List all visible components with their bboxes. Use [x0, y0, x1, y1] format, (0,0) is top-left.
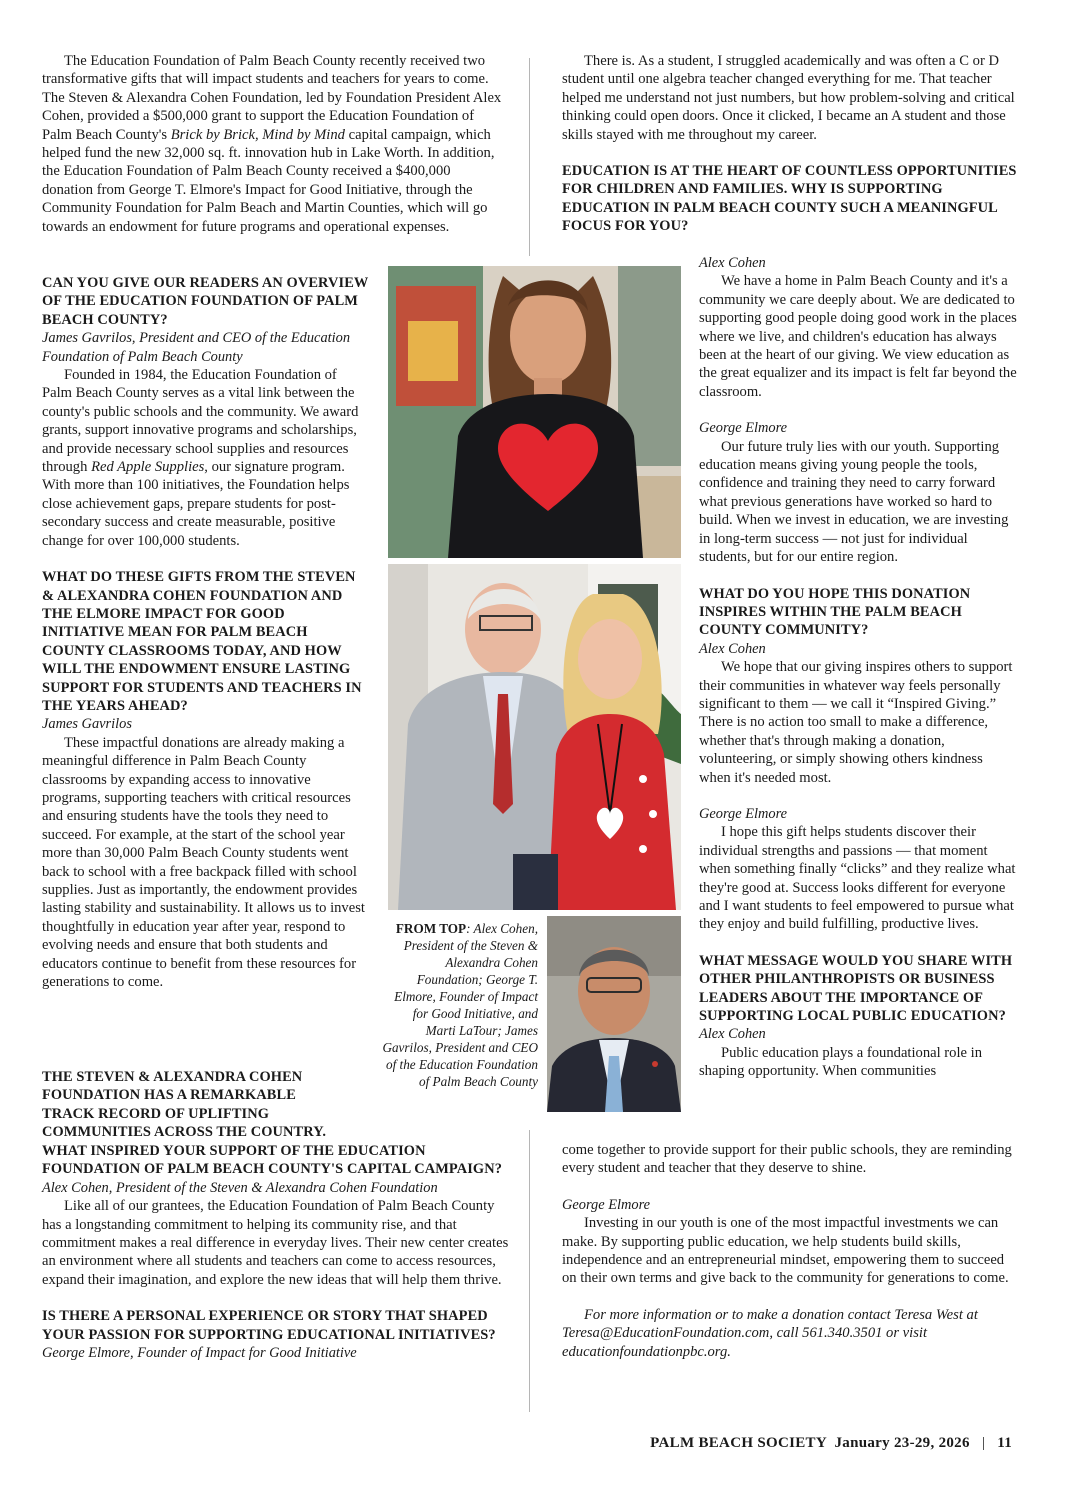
speaker-name: James Gavrilos, President and CEO of the Education Foundation of Palm Beach County — [42, 330, 351, 365]
answer-text: I hope this gift helps students discover their individual strengths and passions — that moment when something finally “clicks” and they realize what they're good at. Success looks different for everyone and I want students to feel empowered to pursue what they enjoy and build fulfilling, productive lives. — [699, 824, 1016, 933]
answer-text: Like all of our grantees, the Education Foundation of Palm Beach County has a longstanding commitment to helping its community rise, and that commitment makes a real difference in everyday lives. Their new center creates an environment where all students and teachers can come to access resources, expand their imagination, and explore the new ideas that will help them thrive. — [42, 1198, 509, 1288]
left-column — [42, 274, 370, 991]
right-column-bottom — [562, 1141, 1017, 1361]
column-divider-right — [529, 1130, 530, 1412]
answer-text: We hope that our giving inspires others to support their communities in whatever way feels personally significant to them — we call it “Inspired Giving.” There is no action too small to make a difference, whether that's through making a donation, volunteering, or simply showing others kindness when it's needed most. — [699, 659, 1013, 786]
question-heading: WHAT DO YOU HOPE THIS DONATION INSPIRES WITHIN THE PALM BEACH COUNTY COMMUNITY? — [699, 585, 971, 639]
publication-name: PALM BEACH SOCIETY — [650, 1435, 827, 1451]
caption-text: : Alex Cohen, President of the Steven & Alexandra Cohen Foundation; George T. Elmore, Founder of Impact for Good Initiative, and Marti LaTour; James Gavrilos, President and CEO of the Education Foundation of Palm Beach County — [382, 921, 538, 1089]
answer-text: There is. As a student, I struggled academically and was often a C or D student until one algebra teacher changed everything for me. That teacher helped me understand not just numbers, but how problem-solving and critical thinking could open doors. Once it clicked, I became an A student and those skills stayed with me throughout my career. — [562, 53, 1015, 143]
answer-text: come together to provide support for their public schools, they are reminding every student and teacher that they deserve to shine. — [562, 1142, 1012, 1177]
footer-separator: | — [981, 1435, 986, 1451]
question-heading: WHAT MESSAGE WOULD YOU SHARE WITH OTHER PHILANTHROPISTS OR BUSINESS LEADERS ABOUT THE IMPORTANCE OF SUPPORTING LOCAL PUBLIC EDUCATION? — [699, 952, 1013, 1025]
contact-info: For more information or to make a donation contact Teresa West at Teresa@EducationFoundation.com, call 561.340.3501 or visit educationfoundationpbc.org. — [562, 1306, 978, 1360]
photo-elmore-latour — [388, 564, 681, 910]
column-divider-left — [529, 58, 530, 256]
question-heading: WHAT DO THESE GIFTS FROM THE STEVEN & ALEXANDRA COHEN FOUNDATION AND THE ELMORE IMPACT FOR GOOD INITIATIVE MEAN FOR PALM BEACH COUNTY CLASSROOMS TODAY, AND HOW WILL THE ENDOWMENT ENSURE LASTING SUPPORT FOR STUDENTS AND TEACHERS IN THE YEARS AHEAD? — [42, 569, 362, 714]
photo-alex-cohen — [388, 266, 681, 558]
answer-text: Public education plays a foundational role in shaping opportunity. When communities — [699, 1044, 982, 1080]
answer-text: Our future truly lies with our youth. Supporting education means giving young people the tools, confidence and training they need to carry forward what previous generations have worked so hard to build. When we invest in education, we are investing in long-term success — not just for individual students, but for our entire region. — [699, 438, 1009, 566]
page-footer — [650, 1435, 1012, 1452]
speaker-name: George Elmore — [562, 1196, 651, 1213]
photo-caption — [380, 920, 538, 1090]
speaker-name: George Elmore, Founder of Impact for Good Initiative — [42, 1345, 357, 1362]
question-heading: IS THERE A PERSONAL EXPERIENCE OR STORY THAT SHAPED YOUR PASSION FOR SUPPORTING EDUCATIONAL INITIATIVES? — [42, 1308, 496, 1343]
speaker-name: James Gavrilos — [42, 716, 132, 733]
answer-text: Founded in 1984, the Education Foundation of Palm Beach County serves as a vital link between the county's public schools and the community. We award grants, support innovative programs and scholarships, and provide necessary school supplies and resources through Red Apple Supplies, our signature program. With more than 100 initiatives, the Foundation helps close achievement gaps, prepare students for post-secondary success and create measurable, positive change for over 100,000 students. — [42, 367, 359, 549]
photo-james-gavrilos — [547, 916, 681, 1112]
question-heading: WHAT INSPIRED YOUR SUPPORT OF THE EDUCATION FOUNDATION OF PALM BEACH COUNTY'S CAPITAL CAMPAIGN? — [42, 1143, 503, 1178]
question-heading: EDUCATION IS AT THE HEART OF COUNTLESS OPPORTUNITIES FOR CHILDREN AND FAMILIES. WHY IS SUPPORTING EDUCATION IN PALM BEACH COUNTY SUCH A MEANINGFUL FOCUS FOR YOU? — [562, 163, 1017, 235]
answer-text: Investing in our youth is one of the most impactful investments we can make. By supporting public education, we help students build skills, independence and an entrepreneurial mindset, empowering them to succeed on their own terms and give back to the community for generations to come. — [562, 1215, 1009, 1287]
left-column-bottom-wide — [42, 1142, 510, 1362]
question-heading: THE STEVEN & ALEXANDRA COHEN FOUNDATION HAS A REMARKABLE TRACK RECORD OF UPLIFTING COMMUNITIES ACROSS THE COUNTRY. — [42, 1069, 327, 1141]
campaign-name: Brick by Brick, Mind by Mind — [170, 126, 345, 143]
left-column-bottom — [42, 1068, 342, 1142]
speaker-name: George Elmore — [699, 420, 788, 437]
speaker-name: Alex Cohen, President of the Steven & Alexandra Cohen Foundation — [42, 1179, 438, 1196]
page-number: 11 — [997, 1435, 1012, 1451]
answer-text: These impactful donations are already making a meaningful difference in Palm Beach County classrooms by expanding access to innovative programs, supporting teachers with critical resources and ensuring students have the tools they need to succeed. For example, at the start of the school year more than 30,000 Palm Beach County students went back to school with a free backpack filled with school supplies. Just as importantly, the endowment provides lasting stability and sustainability. It allows us to invest thoughtfully in education year after year, respond to evolving needs and ensure that both students and educators continue to benefit from these resources for generations to come. — [42, 734, 365, 991]
program-name: Red Apple Supplies — [91, 459, 205, 476]
right-column-top — [562, 52, 1017, 236]
intro-paragraph — [42, 52, 504, 236]
speaker-name: George Elmore — [699, 805, 788, 822]
speaker-name: Alex Cohen — [699, 255, 766, 271]
speaker-name: Alex Cohen — [699, 1026, 766, 1043]
question-heading: CAN YOU GIVE OUR READERS AN OVERVIEW OF THE EDUCATION FOUNDATION OF PALM BEACH COUNTY? — [42, 275, 369, 328]
caption-lead: FROM TOP — [395, 921, 467, 936]
answer-text: We have a home in Palm Beach County and it's a community we care deeply about. We are dedicated to supporting good people doing good work in the places where we live, and children's education has always been at the heart of our giving. We view education as the great equalizer and its impact is felt far beyond the classroom. — [699, 273, 1017, 400]
speaker-name: Alex Cohen — [699, 640, 766, 657]
intro-text: The Education Foundation of Palm Beach County recently received two transformative gifts that will impact students and teachers for years to come. The Steven & Alexandra Cohen Foundation, led by Foundation President Alex Cohen, provided a $500,000 grant to support the Education Foundation of Palm Beach County's — [42, 53, 502, 143]
intro-text-rest: capital campaign, which helped fund the new 32,000 sq. ft. innovation hub in Lake Worth. In addition, the Education Foundation of Palm Beach County received a $400,000 donation from George T. Elmore's Impact for Good Initiative, through the Community Foundation for Palm Beach and Martin Counties, which will go towards an endowment for future programs and operational expenses. — [42, 126, 495, 235]
right-column-narrow — [699, 254, 1017, 1081]
issue-date: January 23-29, 2026 — [834, 1435, 970, 1451]
